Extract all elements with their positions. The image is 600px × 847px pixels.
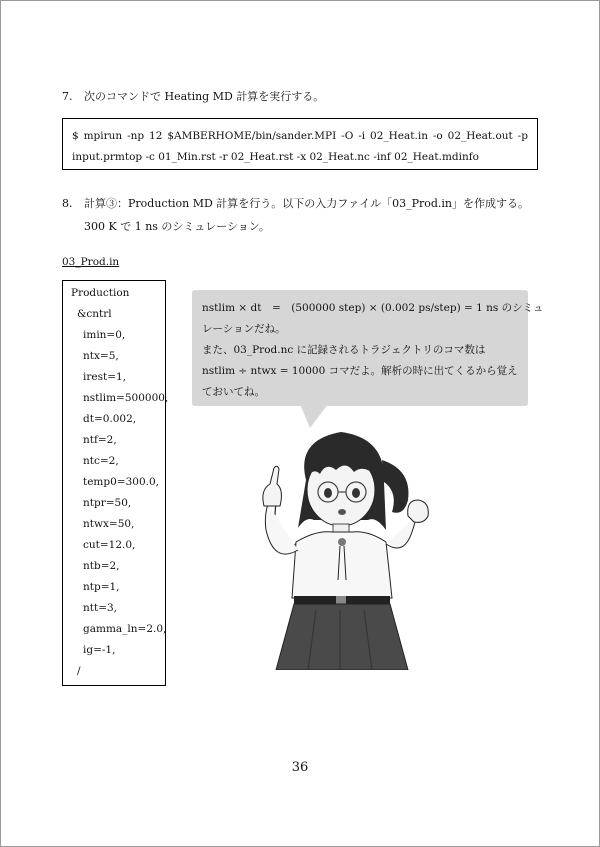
step-8-text: 計算③：Production MD 計算を行う。以下の入力ファイル「03_Prod.in」を作成する。: [84, 197, 529, 210]
input-file-box: [62, 280, 169, 686]
page-number: 36: [291, 760, 309, 775]
bubble-line: レーションだね。: [202, 323, 286, 335]
bubble-line: ておいてね。: [202, 386, 265, 398]
input-param: ntt=3,: [83, 602, 118, 614]
input-param: temp0=300.0,: [83, 476, 159, 488]
command-token: -i: [358, 130, 366, 142]
input-param: nstlim=500000,: [83, 392, 169, 404]
step-8: [62, 192, 529, 238]
input-param: cut=12.0,: [83, 539, 136, 551]
bubble-line: また、03_Prod.nc に記録されるトラジェクトリのコマ数は: [202, 344, 486, 356]
command-token: 12: [149, 130, 163, 142]
girl-illustration: [236, 420, 446, 670]
input-param: gamma_ln=2.0,: [83, 623, 167, 635]
input-namelist: &cntrl: [77, 308, 112, 320]
command-token: -o: [432, 130, 443, 142]
input-param: ntp=1,: [83, 581, 120, 593]
command-token: $AMBERHOME/bin/sander.MPI: [167, 130, 337, 142]
input-param: imin=0,: [83, 329, 126, 341]
step-7-number: 7.: [62, 90, 73, 103]
step-8-subtext: 300 K で 1 ns のシミュレーション。: [84, 220, 270, 233]
input-param: ntx=5,: [83, 350, 119, 362]
input-param: ntb=2,: [83, 560, 120, 572]
input-param: ntwx=50,: [83, 518, 135, 530]
command-token: mpirun: [83, 130, 123, 142]
input-file-label: 03_Prod.in: [62, 256, 120, 268]
input-param: ntpr=50,: [83, 497, 132, 509]
step-7: [62, 88, 324, 104]
bubble-line: nstlim ÷ ntwx = 10000 コマだよ。解析の時に出てくるから覚え: [202, 365, 518, 377]
command-box: [62, 118, 538, 170]
command-token: 02_Heat.in: [370, 130, 428, 142]
command-line-1: [72, 126, 528, 147]
command-line-2: input.prmtop -c 01_Min.rst -r 02_Heat.rst -x 02_Heat.nc -inf 02_Heat.mdinfo: [72, 151, 479, 163]
command-token: $: [72, 130, 79, 142]
command-token: -p: [517, 130, 528, 142]
input-param: ntf=2,: [83, 434, 117, 446]
input-param: ig=-1,: [83, 644, 116, 656]
input-param: dt=0.002,: [83, 413, 137, 425]
command-token: 02_Heat.out: [447, 130, 513, 142]
bubble-line: nstlim × dt = (500000 step) × (0.002 ps/step) = 1 ns のシミュ: [202, 302, 544, 314]
step-8-number: 8.: [62, 197, 73, 210]
command-token: -O: [341, 130, 354, 142]
input-param: irest=1,: [83, 371, 127, 383]
speech-bubble: [192, 290, 544, 406]
input-param: ntc=2,: [83, 455, 119, 467]
command-token: -np: [127, 130, 145, 142]
input-end: /: [77, 665, 81, 677]
input-title: Production: [71, 287, 130, 299]
step-7-text: 次のコマンドで Heating MD 計算を実行する。: [84, 90, 325, 103]
